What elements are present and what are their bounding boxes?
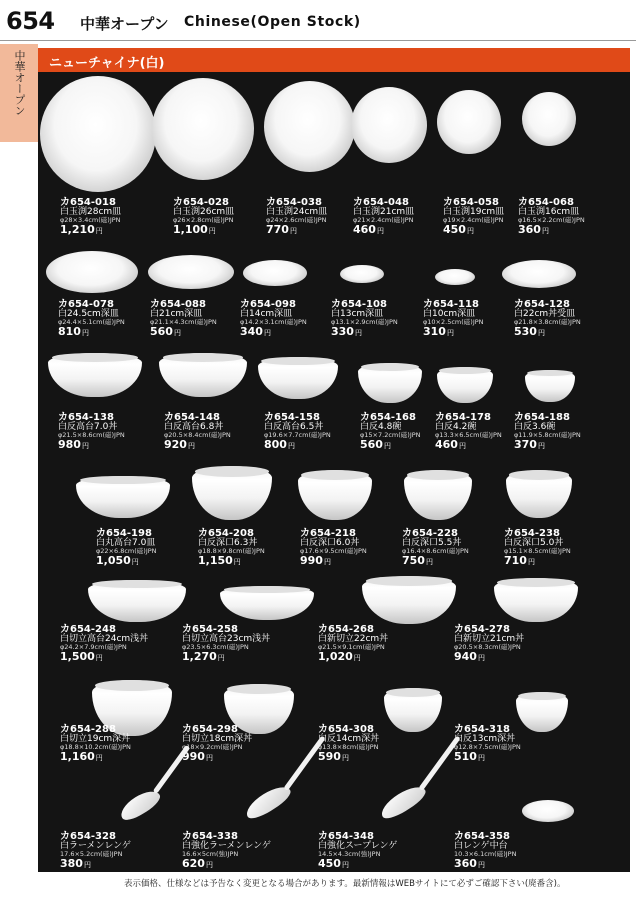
yen-unit: 円 (323, 558, 331, 566)
side-tab-label: 中華オープン (13, 50, 26, 116)
product-spec: φ14.2×3.1cm(磁)JPN (240, 318, 307, 326)
product-spec: φ23.5×6.3cm(磁)JPN (182, 643, 249, 651)
product-name: 白反高台6.8丼 (164, 422, 224, 432)
product-name: 白反13cm深丼 (454, 734, 516, 744)
yen-unit: 円 (208, 227, 216, 235)
product-price: 620円 (182, 857, 213, 870)
plate-photo (46, 251, 138, 293)
product-code: カ654-088 (150, 299, 206, 310)
product-spec: φ18.8×10.2cm(磁)JPN (60, 743, 131, 751)
product-spec: φ22×6.8cm(磁)JPN (96, 547, 157, 555)
product-spec: 10.3×6.1cm(磁)JPN (454, 850, 517, 858)
product-code: カ654-218 (300, 528, 356, 539)
page-number: 654 (6, 7, 55, 35)
product-spec: φ21.8×3.8cm(磁)JPN (514, 318, 581, 326)
bowl-photo (192, 466, 272, 520)
yen-unit: 円 (341, 754, 349, 762)
product-code: カ654-128 (514, 299, 570, 310)
product-price: 380円 (60, 857, 91, 870)
product-spec: φ20.5×8.4cm(磁)JPN (164, 431, 231, 439)
yen-unit: 円 (263, 329, 271, 337)
product-code: カ654-268 (318, 624, 374, 635)
product-price: 1,160円 (60, 750, 103, 763)
yen-unit: 円 (458, 442, 466, 450)
product-spec: φ21.5×8.6cm(磁)JPN (58, 431, 125, 439)
product-price: 990円 (182, 750, 213, 763)
product-code: カ654-238 (504, 528, 560, 539)
product-name: 白反4.8碗 (360, 422, 402, 432)
product-code: カ654-288 (60, 724, 116, 735)
product-price: 1,050円 (96, 554, 139, 567)
product-price: 450円 (443, 223, 474, 236)
product-code: カ654-328 (60, 831, 116, 842)
product-code: カ654-028 (173, 197, 229, 208)
page-subtitle: Chinese(Open Stock) (184, 14, 361, 30)
plate-photo (522, 800, 574, 822)
spoon-photo (242, 781, 294, 823)
product-name: 白反4.2碗 (435, 422, 477, 432)
yen-unit: 円 (425, 558, 433, 566)
yen-unit: 円 (187, 442, 195, 450)
bowl-photo (258, 357, 338, 399)
product-price: 800円 (264, 438, 295, 451)
product-code: カ654-068 (518, 197, 574, 208)
side-index-tab[interactable] (0, 44, 38, 142)
product-price: 360円 (518, 223, 549, 236)
product-code: カ654-158 (264, 412, 320, 423)
product-price: 460円 (353, 223, 384, 236)
product-code: カ654-098 (240, 299, 296, 310)
plate-photo (437, 90, 501, 154)
product-name: 白玉渕24cm皿 (266, 207, 328, 217)
plate-photo (148, 255, 234, 289)
product-name: 白反深口6.0丼 (300, 538, 360, 548)
product-code: カ654-308 (318, 724, 374, 735)
product-name: 白24.5cm深皿 (58, 309, 119, 319)
product-name: 白反高台7.0丼 (58, 422, 118, 432)
plate-photo (40, 76, 156, 192)
product-code: カ654-058 (443, 197, 499, 208)
product-price: 750円 (402, 554, 433, 567)
product-name: 白反深口5.5丼 (402, 538, 462, 548)
product-name: 白切立高台24cm浅丼 (60, 634, 149, 644)
yen-unit: 円 (289, 227, 297, 235)
product-price: 460円 (435, 438, 466, 451)
product-spec: 14.5×4.3cm(強)JPN (318, 850, 381, 858)
product-price: 810円 (58, 325, 89, 338)
product-price: 710円 (504, 554, 535, 567)
bowl-photo (76, 476, 170, 518)
product-code: カ654-208 (198, 528, 254, 539)
catalog-panel (38, 48, 630, 872)
spoon-photo (117, 786, 164, 825)
bowl-photo (404, 470, 472, 520)
product-spec: φ13.1×2.9cm(磁)JPN (331, 318, 398, 326)
product-spec: φ24.2×7.9cm(磁)JPN (60, 643, 127, 651)
product-code: カ654-338 (182, 831, 238, 842)
yen-unit: 円 (537, 442, 545, 450)
section-title: ニューチャイナ(白) (49, 56, 165, 71)
product-price: 310円 (423, 325, 454, 338)
bowl-photo (298, 470, 372, 520)
product-name: 白玉渕19cm皿 (443, 207, 505, 217)
product-name: 白玉渕21cm皿 (353, 207, 415, 217)
product-name: 白強化ラーメンレンゲ (182, 841, 271, 851)
product-spec: φ28×3.4cm(磁)JPN (60, 216, 121, 224)
yen-unit: 円 (95, 654, 103, 662)
header-divider (0, 40, 636, 41)
product-name: 白反高台6.5丼 (264, 422, 324, 432)
product-code: カ654-168 (360, 412, 416, 423)
product-name: 白丸高台7.0皿 (96, 538, 156, 548)
yen-unit: 円 (477, 861, 485, 869)
product-spec: φ24.4×5.1cm(磁)JPN (58, 318, 125, 326)
product-name: 白反3.6碗 (514, 422, 556, 432)
product-spec: φ18.8×9.8cm(磁)JPN (198, 547, 265, 555)
product-name: 白反深口5.0丼 (504, 538, 564, 548)
yen-unit: 円 (537, 329, 545, 337)
product-price: 1,150円 (198, 554, 241, 567)
product-spec: φ24×2.6cm(磁)JPN (266, 216, 327, 224)
product-code: カ654-228 (402, 528, 458, 539)
product-spec: φ15.1×8.5cm(磁)JPN (504, 547, 571, 555)
product-name: 白切立19cm深丼 (60, 734, 131, 744)
yen-unit: 円 (217, 654, 225, 662)
yen-unit: 円 (131, 558, 139, 566)
product-price: 1,270円 (182, 650, 225, 663)
yen-unit: 円 (205, 861, 213, 869)
plate-photo (502, 260, 576, 288)
product-price: 1,500円 (60, 650, 103, 663)
yen-unit: 円 (354, 329, 362, 337)
yen-unit: 円 (81, 329, 89, 337)
bowl-photo (48, 353, 142, 397)
product-name: 白13cm深皿 (331, 309, 384, 319)
product-price: 530円 (514, 325, 545, 338)
product-price: 940円 (454, 650, 485, 663)
section-bar (38, 48, 630, 72)
product-price: 560円 (360, 438, 391, 451)
plate-photo (351, 87, 427, 163)
yen-unit: 円 (95, 227, 103, 235)
plate-photo (243, 260, 307, 286)
bowl-photo (220, 586, 314, 620)
product-spec: φ13.3×6.5cm(磁)JPN (435, 431, 502, 439)
plate-photo (522, 92, 576, 146)
product-name: 白強化スープレンゲ (318, 841, 398, 851)
product-name: 白切立高台23cm浅丼 (182, 634, 271, 644)
bowl-photo (358, 363, 422, 403)
product-price: 980円 (58, 438, 89, 451)
page-title: 中華オープン (80, 15, 169, 33)
product-price: 340円 (240, 325, 271, 338)
yen-unit: 円 (173, 329, 181, 337)
product-name: 白玉渕26cm皿 (173, 207, 235, 217)
product-name: 白反深口6.3丼 (198, 538, 258, 548)
yen-unit: 円 (541, 227, 549, 235)
bowl-photo (506, 470, 572, 518)
product-code: カ654-148 (164, 412, 220, 423)
product-code: カ654-138 (58, 412, 114, 423)
product-spec: φ11.9×5.8cm(磁)JPN (514, 431, 581, 439)
product-price: 370円 (514, 438, 545, 451)
product-price: 510円 (454, 750, 485, 763)
product-price: 1,020円 (318, 650, 361, 663)
product-code: カ654-248 (60, 624, 116, 635)
plate-photo (435, 269, 475, 285)
yen-unit: 円 (287, 442, 295, 450)
bowl-photo (159, 353, 247, 397)
yen-unit: 円 (95, 754, 103, 762)
product-code: カ654-348 (318, 831, 374, 842)
product-price: 360円 (454, 857, 485, 870)
product-spec: φ21.5×9.1cm(磁)JPN (318, 643, 385, 651)
bowl-photo (516, 692, 568, 732)
plate-photo (264, 81, 355, 172)
product-name: 白玉渕16cm皿 (518, 207, 580, 217)
product-price: 450円 (318, 857, 349, 870)
product-name: 白反14cm深丼 (318, 734, 380, 744)
yen-unit: 円 (83, 861, 91, 869)
product-code: カ654-278 (454, 624, 510, 635)
product-spec: φ17.6×9.5cm(磁)JPN (300, 547, 367, 555)
product-code: カ654-118 (423, 299, 479, 310)
yen-unit: 円 (233, 558, 241, 566)
product-price: 1,210円 (60, 223, 103, 236)
plate-photo (152, 78, 254, 180)
product-code: カ654-198 (96, 528, 152, 539)
product-name: 白切立18cm深丼 (182, 734, 253, 744)
bowl-photo (525, 370, 575, 402)
product-name: 白玉渕28cm皿 (60, 207, 122, 217)
product-spec: φ15×7.2cm(磁)JPN (360, 431, 421, 439)
yen-unit: 円 (477, 654, 485, 662)
yen-unit: 円 (341, 861, 349, 869)
product-code: カ654-358 (454, 831, 510, 842)
bowl-photo (437, 367, 493, 403)
product-price: 330円 (331, 325, 362, 338)
yen-unit: 円 (383, 442, 391, 450)
yen-unit: 円 (353, 654, 361, 662)
product-spec: φ19×2.4cm(磁)JPN (443, 216, 504, 224)
product-code: カ654-048 (353, 197, 409, 208)
product-spec: φ19.6×7.7cm(磁)JPN (264, 431, 331, 439)
bowl-photo (384, 688, 442, 732)
page-header (0, 0, 636, 40)
product-spec: φ16.5×2.2cm(磁)JPN (518, 216, 585, 224)
product-spec: φ13.8×8cm(磁)JPN (318, 743, 379, 751)
product-spec: 17.6×5.2cm(磁)JPN (60, 850, 123, 858)
product-price: 560円 (150, 325, 181, 338)
product-code: カ654-258 (182, 624, 238, 635)
product-name: 白21cm深皿 (150, 309, 203, 319)
yen-unit: 円 (466, 227, 474, 235)
bowl-photo (494, 578, 578, 622)
product-code: カ654-038 (266, 197, 322, 208)
product-spec: φ21.1×4.3cm(磁)JPN (150, 318, 217, 326)
product-price: 990円 (300, 554, 331, 567)
footer-note: 表示価格、仕様などは予告なく変更となる場合があります。最新情報はWEBサイトにて必ずご確認下さい(廃番含)。 (124, 879, 566, 889)
yen-unit: 円 (376, 227, 384, 235)
product-code: カ654-108 (331, 299, 387, 310)
product-name: 白レンゲ中台 (454, 841, 508, 851)
yen-unit: 円 (205, 754, 213, 762)
plate-photo (340, 265, 384, 283)
bowl-photo (362, 576, 456, 624)
product-code: カ654-178 (435, 412, 491, 423)
product-name: 白新切立22cm丼 (318, 634, 389, 644)
yen-unit: 円 (446, 329, 454, 337)
yen-unit: 円 (527, 558, 535, 566)
product-name: 白ラーメンレンゲ (60, 841, 131, 851)
yen-unit: 円 (81, 442, 89, 450)
product-spec: φ20.5×8.3cm(磁)JPN (454, 643, 521, 651)
product-code: カ654-018 (60, 197, 116, 208)
product-spec: φ10×2.5cm(磁)JPN (423, 318, 484, 326)
product-code: カ654-318 (454, 724, 510, 735)
product-spec: φ26×2.8cm(磁)JPN (173, 216, 234, 224)
product-name: 白14cm深皿 (240, 309, 293, 319)
product-price: 770円 (266, 223, 297, 236)
product-price: 1,100円 (173, 223, 216, 236)
product-code: カ654-298 (182, 724, 238, 735)
product-code: カ654-078 (58, 299, 114, 310)
yen-unit: 円 (477, 754, 485, 762)
spoon-photo (377, 781, 429, 823)
product-spec: φ21×2.4cm(磁)JPN (353, 216, 414, 224)
product-code: カ654-188 (514, 412, 570, 423)
product-spec: φ12.8×7.5cm(磁)JPN (454, 743, 521, 751)
product-name: 白新切立21cm丼 (454, 634, 525, 644)
product-name: 白10cm深皿 (423, 309, 476, 319)
product-spec: φ18×9.2cm(磁)JPN (182, 743, 243, 751)
product-name: 白22cm丼受皿 (514, 309, 576, 319)
product-spec: φ16.4×8.6cm(磁)JPN (402, 547, 469, 555)
product-spec: 16.6×5cm(強)JPN (182, 850, 239, 858)
bowl-photo (88, 580, 186, 622)
product-price: 590円 (318, 750, 349, 763)
product-price: 920円 (164, 438, 195, 451)
